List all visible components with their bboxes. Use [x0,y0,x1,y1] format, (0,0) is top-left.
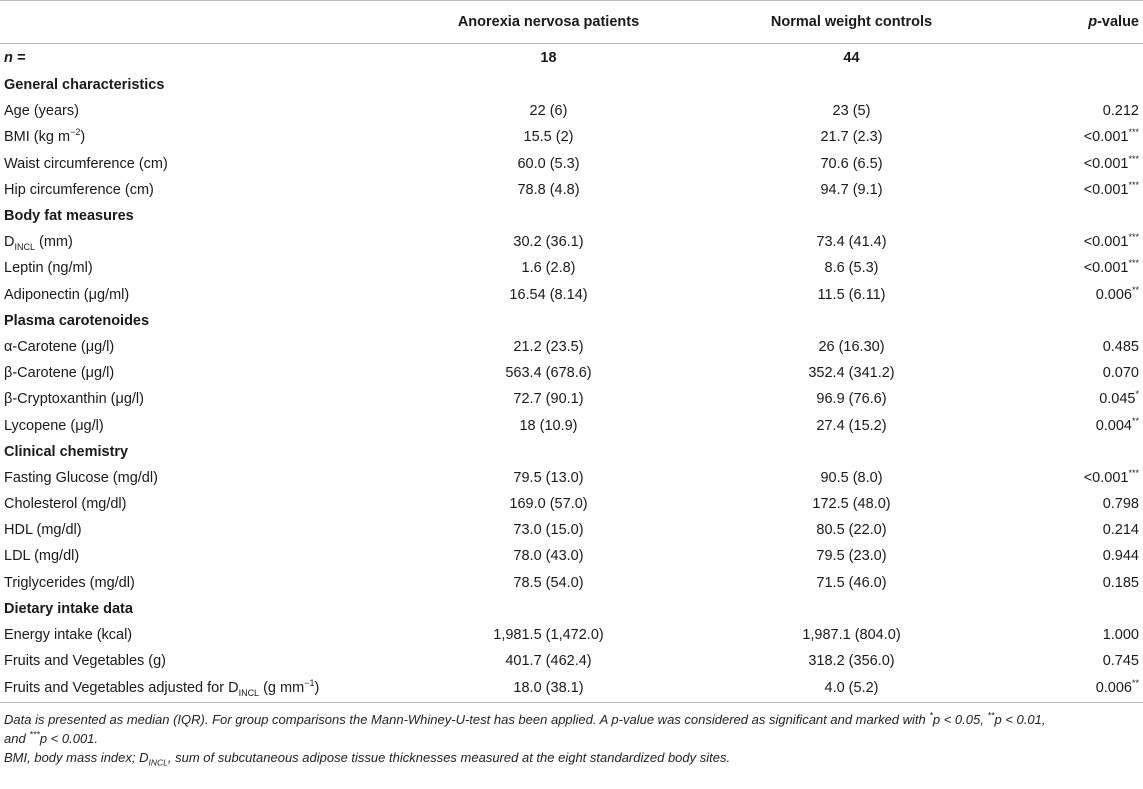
table-row [0,124,1143,150]
table-row [0,255,1143,281]
significance-stars: ** [1131,678,1139,689]
row-p-value [1003,491,1143,517]
row-label [0,334,397,360]
section-row [0,203,1143,229]
row-group1-value: 1,981.5 (1,472.0) [493,627,604,644]
table-row [0,98,1143,124]
row-label [0,360,397,386]
row-group1-value: 18 (10.9) [519,417,578,434]
significance-stars: *** [1128,468,1139,479]
p-value-text: <0.001 [1083,181,1129,198]
row-p-value [1003,334,1143,360]
row-group1-value: 401.7 (462.4) [505,653,592,670]
n-row [0,44,1143,73]
table-row [0,386,1143,412]
row-label-text: Age (years) [4,103,79,120]
row-group2-value: 352.4 (341.2) [808,365,895,382]
row-label-text: Hip circumference (cm) [4,181,154,198]
footnote-text-3b: , sum of subcutaneous adipose tissue thicknesses measured at the eight standardized body sites. [167,750,731,766]
row-p-value [1003,386,1143,412]
header-group1: Anorexia nervosa patients [397,1,700,44]
row-group1-value: 78.0 (43.0) [513,548,584,565]
row-label [0,674,397,703]
significance-stars: *** [1128,258,1139,269]
row-label [0,543,397,569]
row-label-after: (mm) [35,234,73,251]
p-value-text: <0.001 [1083,469,1129,486]
row-label [0,491,397,517]
table-row [0,570,1143,596]
section-title: General characteristics [4,77,165,94]
n-group1: 18 [540,50,557,66]
row-label [0,412,397,438]
row-group2-value: 96.9 (76.6) [816,391,887,408]
row-group1-value: 78.8 (4.8) [517,181,580,198]
p-value-text: 0.006 [1095,680,1132,697]
row-label-sub: INCL [238,688,260,699]
row-group2-value: 70.6 (6.5) [820,155,883,172]
row-group1-value: 563.4 (678.6) [505,365,592,382]
p-value-text: 0.045 [1099,391,1136,408]
row-group2-value: 94.7 (9.1) [820,181,883,198]
row-label [0,517,397,543]
row-group2-value: 73.4 (41.4) [816,234,887,251]
section-title: Dietary intake data [4,600,133,617]
row-label-text: β-Cryptoxanthin (μg/l) [4,391,144,408]
n-label: n = [4,50,26,66]
row-group2-value: 79.5 (23.0) [816,548,887,565]
footnote-text-1c: p < 0.01, [994,712,1046,728]
row-p-value [1003,465,1143,491]
row-group2-value: 27.4 (15.2) [816,417,887,434]
footnote-star-3: *** [29,729,40,740]
table-row [0,517,1143,543]
row-group2-value: 11.5 (6.11) [817,286,886,303]
row-p-value [1003,543,1143,569]
row-label-sup-2: −1 [304,678,315,689]
row-label [0,229,397,255]
p-value-text: 0.070 [1102,365,1139,382]
row-label [0,282,397,308]
table-row [0,229,1143,255]
row-group2-value: 23 (5) [832,103,871,120]
row-group1-value: 72.7 (90.1) [513,391,584,408]
footnote-text-1a: Data is presented as median (IQR). For group comparisons the Mann-Whiney-U-test has been applied. A p-value was considered as significant and marked with [4,712,930,728]
p-value-text: <0.001 [1083,129,1129,146]
significance-stars: *** [1128,232,1139,243]
p-value-text: <0.001 [1083,155,1129,172]
p-value-text: 1.000 [1102,627,1139,644]
row-label [0,98,397,124]
table-row [0,177,1143,203]
row-label-text: Fruits and Vegetables (g) [4,653,167,670]
row-group1-value: 18.0 (38.1) [397,674,700,703]
row-label-text: Cholesterol (mg/dl) [4,496,127,513]
row-group1-value: 15.5 (2) [523,129,574,146]
footnote-line-1 [4,710,1139,729]
row-group1-value: 30.2 (36.1) [513,234,584,251]
row-label-text: Fruits and Vegetables adjusted for D [4,680,239,697]
row-group2-value: 4.0 (5.2) [700,674,1003,703]
row-group2-value: 1,987.1 (804.0) [802,627,901,644]
row-p-value [1003,98,1143,124]
footnote-text-3a: BMI, body mass index; D [4,750,149,766]
header-p-suffix: -value [1097,14,1139,30]
row-label [0,570,397,596]
row-group2-value: 8.6 (5.3) [824,260,879,277]
row-label-text: Energy intake (kcal) [4,627,133,644]
header-label-cell [0,1,397,44]
table-row [0,491,1143,517]
section-row [0,308,1143,334]
n-group2: 44 [843,50,860,66]
footnote-text-2b: p < 0.001. [39,731,99,747]
row-label [0,648,397,674]
row-group2-value: 90.5 (8.0) [820,469,883,486]
row-label-text: BMI (kg m [4,129,71,146]
section-row [0,596,1143,622]
row-p-value [1003,282,1143,308]
row-group1-value: 169.0 (57.0) [509,496,588,513]
row-p-value [1003,151,1143,177]
row-label-text: HDL (mg/dl) [4,522,82,539]
row-p-value [1003,177,1143,203]
row-label-text: LDL (mg/dl) [4,548,80,565]
row-label [0,124,397,150]
row-p-value [1003,570,1143,596]
p-value-text: <0.001 [1083,234,1129,251]
table-row [0,543,1143,569]
header-row [0,1,1143,44]
row-group2-value: 80.5 (22.0) [816,522,887,539]
header-p-italic: p [1088,14,1098,30]
row-p-value [1003,674,1143,703]
table-row [0,412,1143,438]
row-group2-value: 26 (16.30) [818,338,885,355]
row-label [0,177,397,203]
row-p-value [1003,229,1143,255]
p-value-text: 0.485 [1102,338,1139,355]
significance-stars: * [1135,389,1139,400]
row-group1-value: 16.54 (8.14) [509,286,588,303]
section-title: Clinical chemistry [4,443,129,460]
n-p [1003,44,1143,73]
row-p-value [1003,255,1143,281]
row-group2-value: 21.7 (2.3) [820,129,883,146]
footnote-star-1: * [929,710,933,721]
row-label-text: α-Carotene (μg/l) [4,338,115,355]
section-title: Plasma carotenoides [4,312,150,329]
row-label-after: (g mm [259,680,305,697]
p-value-text: 0.944 [1102,548,1139,565]
row-group1-value: 78.5 (54.0) [513,574,584,591]
p-value-text: 0.214 [1102,522,1139,539]
row-label [0,255,397,281]
significance-stars: *** [1128,180,1139,191]
section-row [0,439,1143,465]
significance-stars: ** [1131,415,1139,426]
row-p-value [1003,360,1143,386]
p-value-text: 0.798 [1102,496,1139,513]
table-row [0,360,1143,386]
row-group1-value: 60.0 (5.3) [517,155,580,172]
row-label-text: Adiponectin (μg/ml) [4,286,130,303]
row-group2-value: 172.5 (48.0) [812,496,891,513]
row-p-value [1003,648,1143,674]
significance-stars: *** [1128,153,1139,164]
row-label-text: Triglycerides (mg/dl) [4,574,135,591]
row-p-value [1003,517,1143,543]
row-label-after: ) [80,129,86,146]
row-p-value [1003,622,1143,648]
p-value-text: 0.745 [1102,653,1139,670]
section-row [0,72,1143,98]
significance-stars: ** [1131,284,1139,295]
table-row [0,648,1143,674]
row-group1-value: 22 (6) [529,103,568,120]
footnote-text-1b: p < 0.05, [932,712,988,728]
row-label-text: β-Carotene (μg/l) [4,365,115,382]
p-value-text: 0.004 [1095,417,1132,434]
row-label [0,465,397,491]
section-title: Body fat measures [4,208,134,225]
footnote-sub: INCL [148,757,168,768]
row-label [0,622,397,648]
table-row [0,465,1143,491]
footnote-text-2a: and [4,731,30,747]
row-label-sub: INCL [14,242,35,253]
significance-stars: *** [1128,127,1139,138]
row-label-text: Waist circumference (cm) [4,155,168,172]
row-group2-value: 71.5 (46.0) [816,574,887,591]
footnote-line-2 [4,729,1139,748]
row-p-value [1003,412,1143,438]
row-label-text: D [4,234,15,251]
footnote-star-2: ** [987,710,995,721]
row-label [0,151,397,177]
p-value-text: 0.212 [1102,103,1139,120]
row-group2-value: 318.2 (356.0) [808,653,895,670]
footnote-line-3 [4,748,1139,767]
table-row [0,622,1143,648]
table-row [0,674,1143,703]
header-p-value [1003,1,1143,44]
p-value-text: 0.006 [1095,286,1132,303]
row-group1-value: 1.6 (2.8) [521,260,576,277]
row-label-after-2: ) [314,680,320,697]
row-label-text: Leptin (ng/ml) [4,260,93,277]
table-row [0,282,1143,308]
row-label [0,386,397,412]
row-group1-value: 73.0 (15.0) [513,522,584,539]
table-footnote [0,703,1143,767]
header-group2: Normal weight controls [700,1,1003,44]
row-label-text: Lycopene (μg/l) [4,417,104,434]
row-label-text: Fasting Glucose (mg/dl) [4,469,158,486]
row-group1-value: 21.2 (23.5) [513,338,584,355]
table-row [0,151,1143,177]
table-row [0,334,1143,360]
row-p-value [1003,124,1143,150]
row-label-sup: −2 [70,127,81,138]
p-value-text: <0.001 [1083,260,1129,277]
p-value-text: 0.185 [1102,574,1139,591]
row-group1-value: 79.5 (13.0) [513,469,584,486]
